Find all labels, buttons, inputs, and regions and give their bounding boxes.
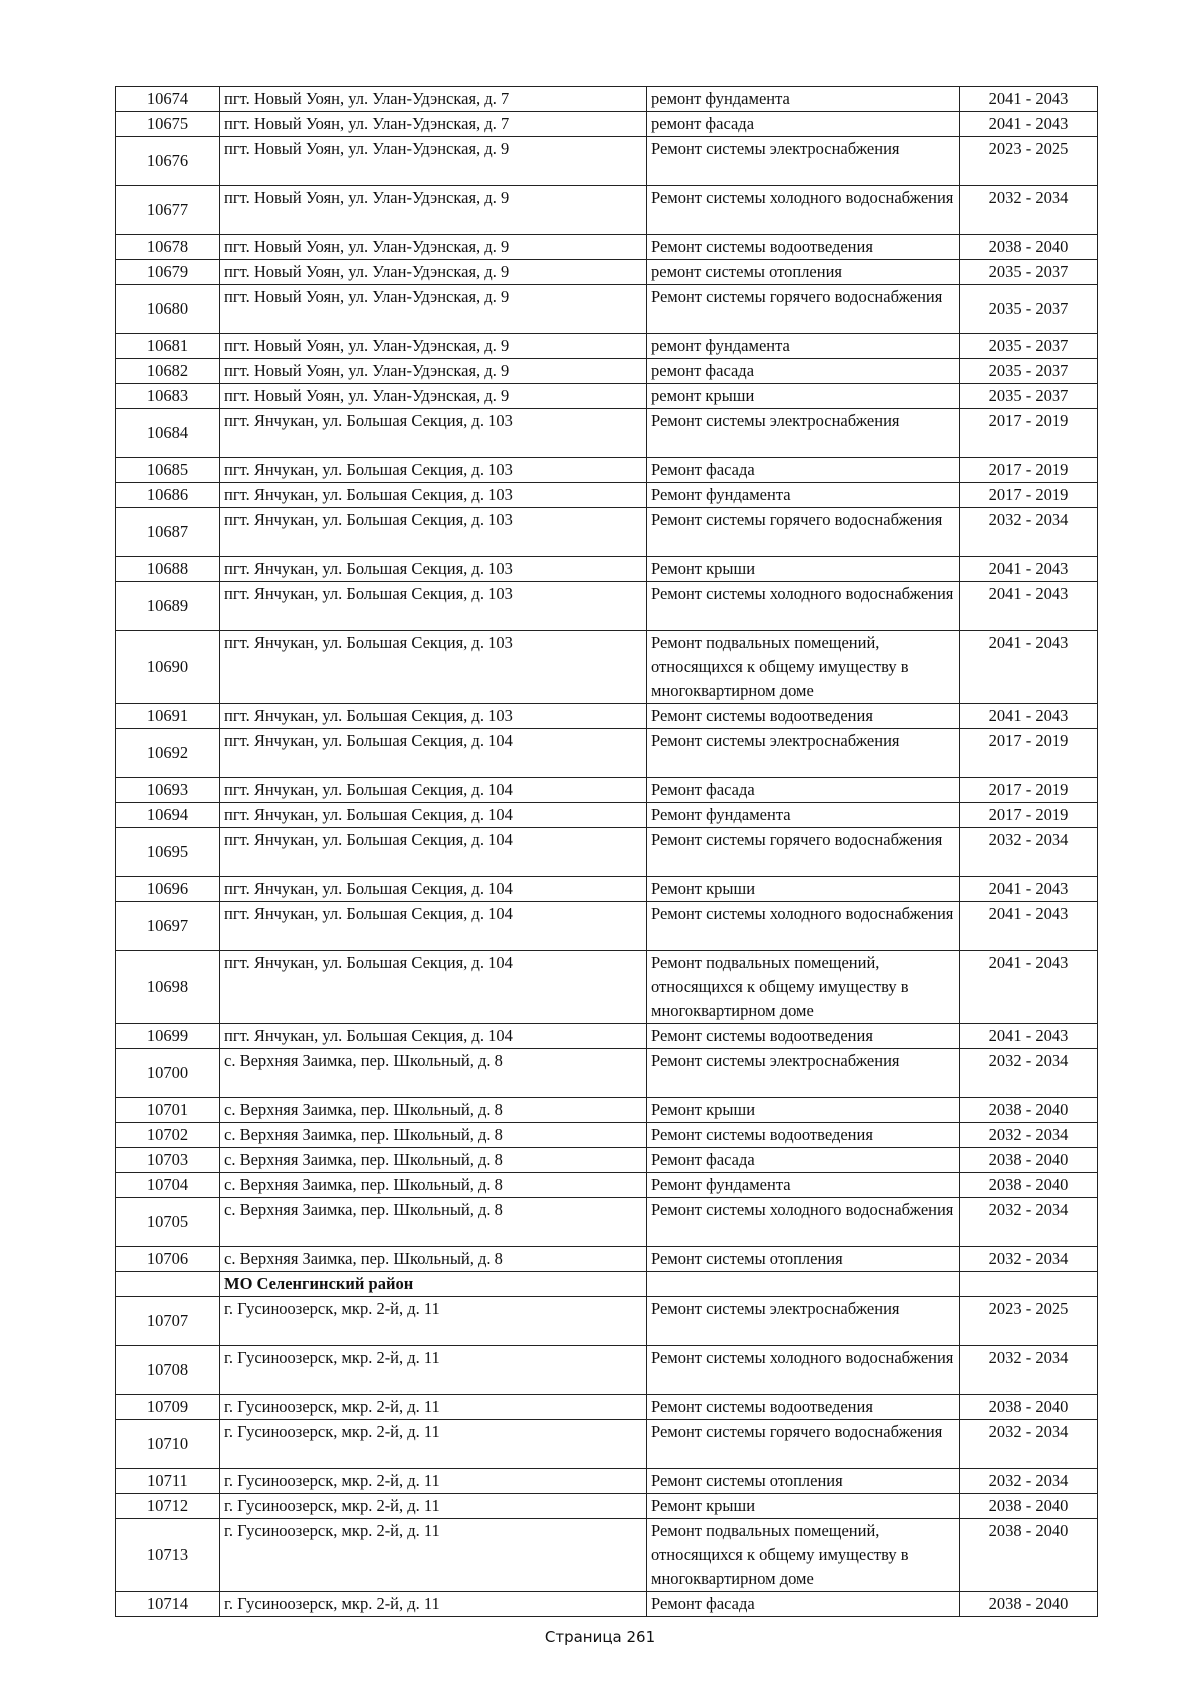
years-cell: 2038 - 2040 [960,1173,1098,1198]
address-cell: г. Гусиноозерск, мкр. 2-й, д. 11 [220,1469,647,1494]
years-cell: 2041 - 2043 [960,112,1098,137]
row-number-cell: 10691 [116,704,220,729]
table-row [116,582,1098,631]
table-row [116,359,1098,384]
work-type-cell: Ремонт фундамента [647,483,960,508]
table-row [116,384,1098,409]
table-row [116,1494,1098,1519]
years-cell: 2032 - 2034 [960,1123,1098,1148]
years-cell: 2023 - 2025 [960,1297,1098,1346]
table-row [116,1123,1098,1148]
years-cell: 2041 - 2043 [960,704,1098,729]
work-type-cell [647,1272,960,1297]
years-cell: 2017 - 2019 [960,483,1098,508]
work-type-cell: Ремонт системы холодного водоснабжения [647,902,960,951]
address-cell: пгт. Янчукан, ул. Большая Секция, д. 104 [220,803,647,828]
row-number-cell: 10712 [116,1494,220,1519]
table-row [116,285,1098,334]
years-cell: 2041 - 2043 [960,902,1098,951]
years-cell: 2035 - 2037 [960,384,1098,409]
row-number-cell: 10678 [116,235,220,260]
work-type-cell: Ремонт системы горячего водоснабжения [647,285,960,334]
work-type-cell: Ремонт системы водоотведения [647,1123,960,1148]
work-type-cell: Ремонт системы электроснабжения [647,409,960,458]
address-cell: пгт. Янчукан, ул. Большая Секция, д. 103 [220,582,647,631]
table-row [116,1395,1098,1420]
years-cell: 2038 - 2040 [960,1592,1098,1617]
table-row [116,409,1098,458]
address-cell: пгт. Янчукан, ул. Большая Секция, д. 104 [220,951,647,1024]
table-body [116,87,1098,1617]
years-cell: 2032 - 2034 [960,508,1098,557]
years-cell: 2035 - 2037 [960,260,1098,285]
row-number-cell: 10698 [116,951,220,1024]
years-cell: 2017 - 2019 [960,803,1098,828]
work-type-cell: Ремонт системы электроснабжения [647,137,960,186]
years-cell: 2041 - 2043 [960,877,1098,902]
years-cell: 2032 - 2034 [960,1346,1098,1395]
years-cell: 2023 - 2025 [960,137,1098,186]
section-title-cell: МО Селенгинский район [220,1272,647,1297]
address-cell: пгт. Янчукан, ул. Большая Секция, д. 104 [220,877,647,902]
address-cell: пгт. Новый Уоян, ул. Улан-Удэнская, д. 9 [220,260,647,285]
work-type-cell: ремонт фасада [647,112,960,137]
address-cell: пгт. Янчукан, ул. Большая Секция, д. 103 [220,631,647,704]
address-cell: с. Верхняя Заимка, пер. Школьный, д. 8 [220,1198,647,1247]
work-type-cell: ремонт фундамента [647,87,960,112]
years-cell: 2032 - 2034 [960,1049,1098,1098]
row-number-cell: 10706 [116,1247,220,1272]
work-type-cell: Ремонт подвальных помещений, относящихся к общему имуществу в многоквартирном доме [647,631,960,704]
years-cell: 2038 - 2040 [960,1519,1098,1592]
table-row [116,951,1098,1024]
years-cell: 2032 - 2034 [960,186,1098,235]
address-cell: г. Гусиноозерск, мкр. 2-й, д. 11 [220,1297,647,1346]
row-number-cell: 10688 [116,557,220,582]
row-number-cell: 10676 [116,137,220,186]
address-cell: пгт. Новый Уоян, ул. Улан-Удэнская, д. 7 [220,87,647,112]
row-number-cell: 10683 [116,384,220,409]
table-row [116,458,1098,483]
work-type-cell: Ремонт системы холодного водоснабжения [647,1198,960,1247]
table-row [116,704,1098,729]
address-cell: пгт. Новый Уоян, ул. Улан-Удэнская, д. 9 [220,235,647,260]
address-cell: г. Гусиноозерск, мкр. 2-й, д. 11 [220,1494,647,1519]
work-type-cell: Ремонт подвальных помещений, относящихся к общему имуществу в многоквартирном доме [647,951,960,1024]
table-row [116,1592,1098,1617]
address-cell: пгт. Новый Уоян, ул. Улан-Удэнская, д. 9 [220,334,647,359]
row-number-cell: 10694 [116,803,220,828]
address-cell: пгт. Янчукан, ул. Большая Секция, д. 104 [220,778,647,803]
work-type-cell: ремонт системы отопления [647,260,960,285]
years-cell: 2017 - 2019 [960,729,1098,778]
table-row [116,334,1098,359]
years-cell [960,1272,1098,1297]
work-type-cell: Ремонт системы водоотведения [647,704,960,729]
row-number-cell [116,1272,220,1297]
table-row [116,1469,1098,1494]
address-cell: пгт. Янчукан, ул. Большая Секция, д. 103 [220,508,647,557]
address-cell: пгт. Янчукан, ул. Большая Секция, д. 103 [220,704,647,729]
address-cell: с. Верхняя Заимка, пер. Школьный, д. 8 [220,1098,647,1123]
row-number-cell: 10696 [116,877,220,902]
work-type-cell: Ремонт системы электроснабжения [647,1049,960,1098]
row-number-cell: 10707 [116,1297,220,1346]
row-number-cell: 10690 [116,631,220,704]
row-number-cell: 10677 [116,186,220,235]
address-cell: пгт. Новый Уоян, ул. Улан-Удэнская, д. 9 [220,384,647,409]
work-type-cell: Ремонт системы электроснабжения [647,1297,960,1346]
years-cell: 2032 - 2034 [960,1420,1098,1469]
work-type-cell: Ремонт фундамента [647,803,960,828]
years-cell: 2032 - 2034 [960,1469,1098,1494]
years-cell: 2017 - 2019 [960,409,1098,458]
row-number-cell: 10710 [116,1420,220,1469]
row-number-cell: 10695 [116,828,220,877]
table-row [116,1173,1098,1198]
work-type-cell: Ремонт фасада [647,1592,960,1617]
address-cell: пгт. Янчукан, ул. Большая Секция, д. 103 [220,557,647,582]
row-number-cell: 10701 [116,1098,220,1123]
table-row [116,902,1098,951]
table-row [116,1247,1098,1272]
table-row [116,631,1098,704]
row-number-cell: 10679 [116,260,220,285]
work-type-cell: Ремонт системы отопления [647,1247,960,1272]
years-cell: 2041 - 2043 [960,87,1098,112]
table-row [116,137,1098,186]
work-type-cell: Ремонт системы холодного водоснабжения [647,186,960,235]
row-number-cell: 10674 [116,87,220,112]
row-number-cell: 10709 [116,1395,220,1420]
table-row [116,1024,1098,1049]
table-row [116,1098,1098,1123]
table-row [116,1519,1098,1592]
table-row [116,828,1098,877]
work-type-cell: Ремонт системы холодного водоснабжения [647,582,960,631]
row-number-cell: 10682 [116,359,220,384]
years-cell: 2038 - 2040 [960,1148,1098,1173]
address-cell: с. Верхняя Заимка, пер. Школьный, д. 8 [220,1247,647,1272]
row-number-cell: 10711 [116,1469,220,1494]
address-cell: пгт. Янчукан, ул. Большая Секция, д. 103 [220,409,647,458]
work-type-cell: ремонт фундамента [647,334,960,359]
row-number-cell: 10699 [116,1024,220,1049]
table-row [116,1049,1098,1098]
work-type-cell: Ремонт системы горячего водоснабжения [647,828,960,877]
table-row [116,1198,1098,1247]
row-number-cell: 10689 [116,582,220,631]
row-number-cell: 10685 [116,458,220,483]
years-cell: 2017 - 2019 [960,458,1098,483]
work-type-cell: Ремонт крыши [647,877,960,902]
table-row [116,87,1098,112]
address-cell: пгт. Янчукан, ул. Большая Секция, д. 104 [220,729,647,778]
work-type-cell: Ремонт фасада [647,1148,960,1173]
years-cell: 2041 - 2043 [960,582,1098,631]
table-row [116,778,1098,803]
years-cell: 2038 - 2040 [960,1395,1098,1420]
row-number-cell: 10692 [116,729,220,778]
work-type-cell: Ремонт крыши [647,1098,960,1123]
work-type-cell: Ремонт системы водоотведения [647,235,960,260]
work-type-cell: Ремонт системы водоотведения [647,1395,960,1420]
row-number-cell: 10703 [116,1148,220,1173]
address-cell: пгт. Новый Уоян, ул. Улан-Удэнская, д. 9 [220,137,647,186]
row-number-cell: 10693 [116,778,220,803]
row-number-cell: 10713 [116,1519,220,1592]
years-cell: 2038 - 2040 [960,235,1098,260]
row-number-cell: 10702 [116,1123,220,1148]
address-cell: пгт. Янчукан, ул. Большая Секция, д. 103 [220,483,647,508]
years-cell: 2035 - 2037 [960,285,1098,334]
work-type-cell: Ремонт фасада [647,778,960,803]
table-row [116,729,1098,778]
years-cell: 2035 - 2037 [960,334,1098,359]
table-row [116,1420,1098,1469]
row-number-cell: 10714 [116,1592,220,1617]
address-cell: г. Гусиноозерск, мкр. 2-й, д. 11 [220,1395,647,1420]
work-type-cell: Ремонт фасада [647,458,960,483]
work-type-cell: Ремонт крыши [647,557,960,582]
years-cell: 2032 - 2034 [960,1198,1098,1247]
address-cell: пгт. Янчукан, ул. Большая Секция, д. 104 [220,902,647,951]
years-cell: 2017 - 2019 [960,778,1098,803]
work-type-cell: ремонт фасада [647,359,960,384]
repair-schedule-table [115,86,1098,1617]
page-number: Страница 261 [544,1628,656,1646]
work-type-cell: Ремонт фундамента [647,1173,960,1198]
section-header-row [116,1272,1098,1297]
years-cell: 2035 - 2037 [960,359,1098,384]
address-cell: г. Гусиноозерск, мкр. 2-й, д. 11 [220,1592,647,1617]
address-cell: с. Верхняя Заимка, пер. Школьный, д. 8 [220,1148,647,1173]
address-cell: пгт. Новый Уоян, ул. Улан-Удэнская, д. 9 [220,359,647,384]
address-cell: с. Верхняя Заимка, пер. Школьный, д. 8 [220,1173,647,1198]
address-cell: пгт. Янчукан, ул. Большая Секция, д. 104 [220,1024,647,1049]
years-cell: 2038 - 2040 [960,1494,1098,1519]
table-row [116,803,1098,828]
address-cell: пгт. Янчукан, ул. Большая Секция, д. 104 [220,828,647,877]
work-type-cell: Ремонт системы горячего водоснабжения [647,508,960,557]
address-cell: г. Гусиноозерск, мкр. 2-й, д. 11 [220,1519,647,1592]
work-type-cell: Ремонт системы холодного водоснабжения [647,1346,960,1395]
table-row [116,877,1098,902]
table-row [116,1297,1098,1346]
table-row [116,483,1098,508]
table-row [116,1148,1098,1173]
row-number-cell: 10705 [116,1198,220,1247]
row-number-cell: 10708 [116,1346,220,1395]
work-type-cell: Ремонт системы горячего водоснабжения [647,1420,960,1469]
row-number-cell: 10697 [116,902,220,951]
address-cell: с. Верхняя Заимка, пер. Школьный, д. 8 [220,1049,647,1098]
table-row [116,112,1098,137]
row-number-cell: 10680 [116,285,220,334]
address-cell: г. Гусиноозерск, мкр. 2-й, д. 11 [220,1346,647,1395]
years-cell: 2041 - 2043 [960,557,1098,582]
table-row [116,235,1098,260]
table-row [116,557,1098,582]
years-cell: 2041 - 2043 [960,631,1098,704]
address-cell: пгт. Новый Уоян, ул. Улан-Удэнская, д. 9 [220,285,647,334]
row-number-cell: 10684 [116,409,220,458]
work-type-cell: Ремонт системы отопления [647,1469,960,1494]
address-cell: г. Гусиноозерск, мкр. 2-й, д. 11 [220,1420,647,1469]
work-type-cell: ремонт крыши [647,384,960,409]
years-cell: 2041 - 2043 [960,1024,1098,1049]
address-cell: пгт. Новый Уоян, ул. Улан-Удэнская, д. 9 [220,186,647,235]
work-type-cell: Ремонт крыши [647,1494,960,1519]
table-row [116,186,1098,235]
row-number-cell: 10681 [116,334,220,359]
row-number-cell: 10686 [116,483,220,508]
years-cell: 2032 - 2034 [960,828,1098,877]
table-row [116,260,1098,285]
years-cell: 2038 - 2040 [960,1098,1098,1123]
table-row [116,508,1098,557]
table-row [116,1346,1098,1395]
address-cell: пгт. Янчукан, ул. Большая Секция, д. 103 [220,458,647,483]
address-cell: пгт. Новый Уоян, ул. Улан-Удэнская, д. 7 [220,112,647,137]
row-number-cell: 10675 [116,112,220,137]
address-cell: с. Верхняя Заимка, пер. Школьный, д. 8 [220,1123,647,1148]
row-number-cell: 10704 [116,1173,220,1198]
work-type-cell: Ремонт системы электроснабжения [647,729,960,778]
row-number-cell: 10687 [116,508,220,557]
years-cell: 2041 - 2043 [960,951,1098,1024]
years-cell: 2032 - 2034 [960,1247,1098,1272]
work-type-cell: Ремонт подвальных помещений, относящихся к общему имуществу в многоквартирном доме [647,1519,960,1592]
work-type-cell: Ремонт системы водоотведения [647,1024,960,1049]
row-number-cell: 10700 [116,1049,220,1098]
